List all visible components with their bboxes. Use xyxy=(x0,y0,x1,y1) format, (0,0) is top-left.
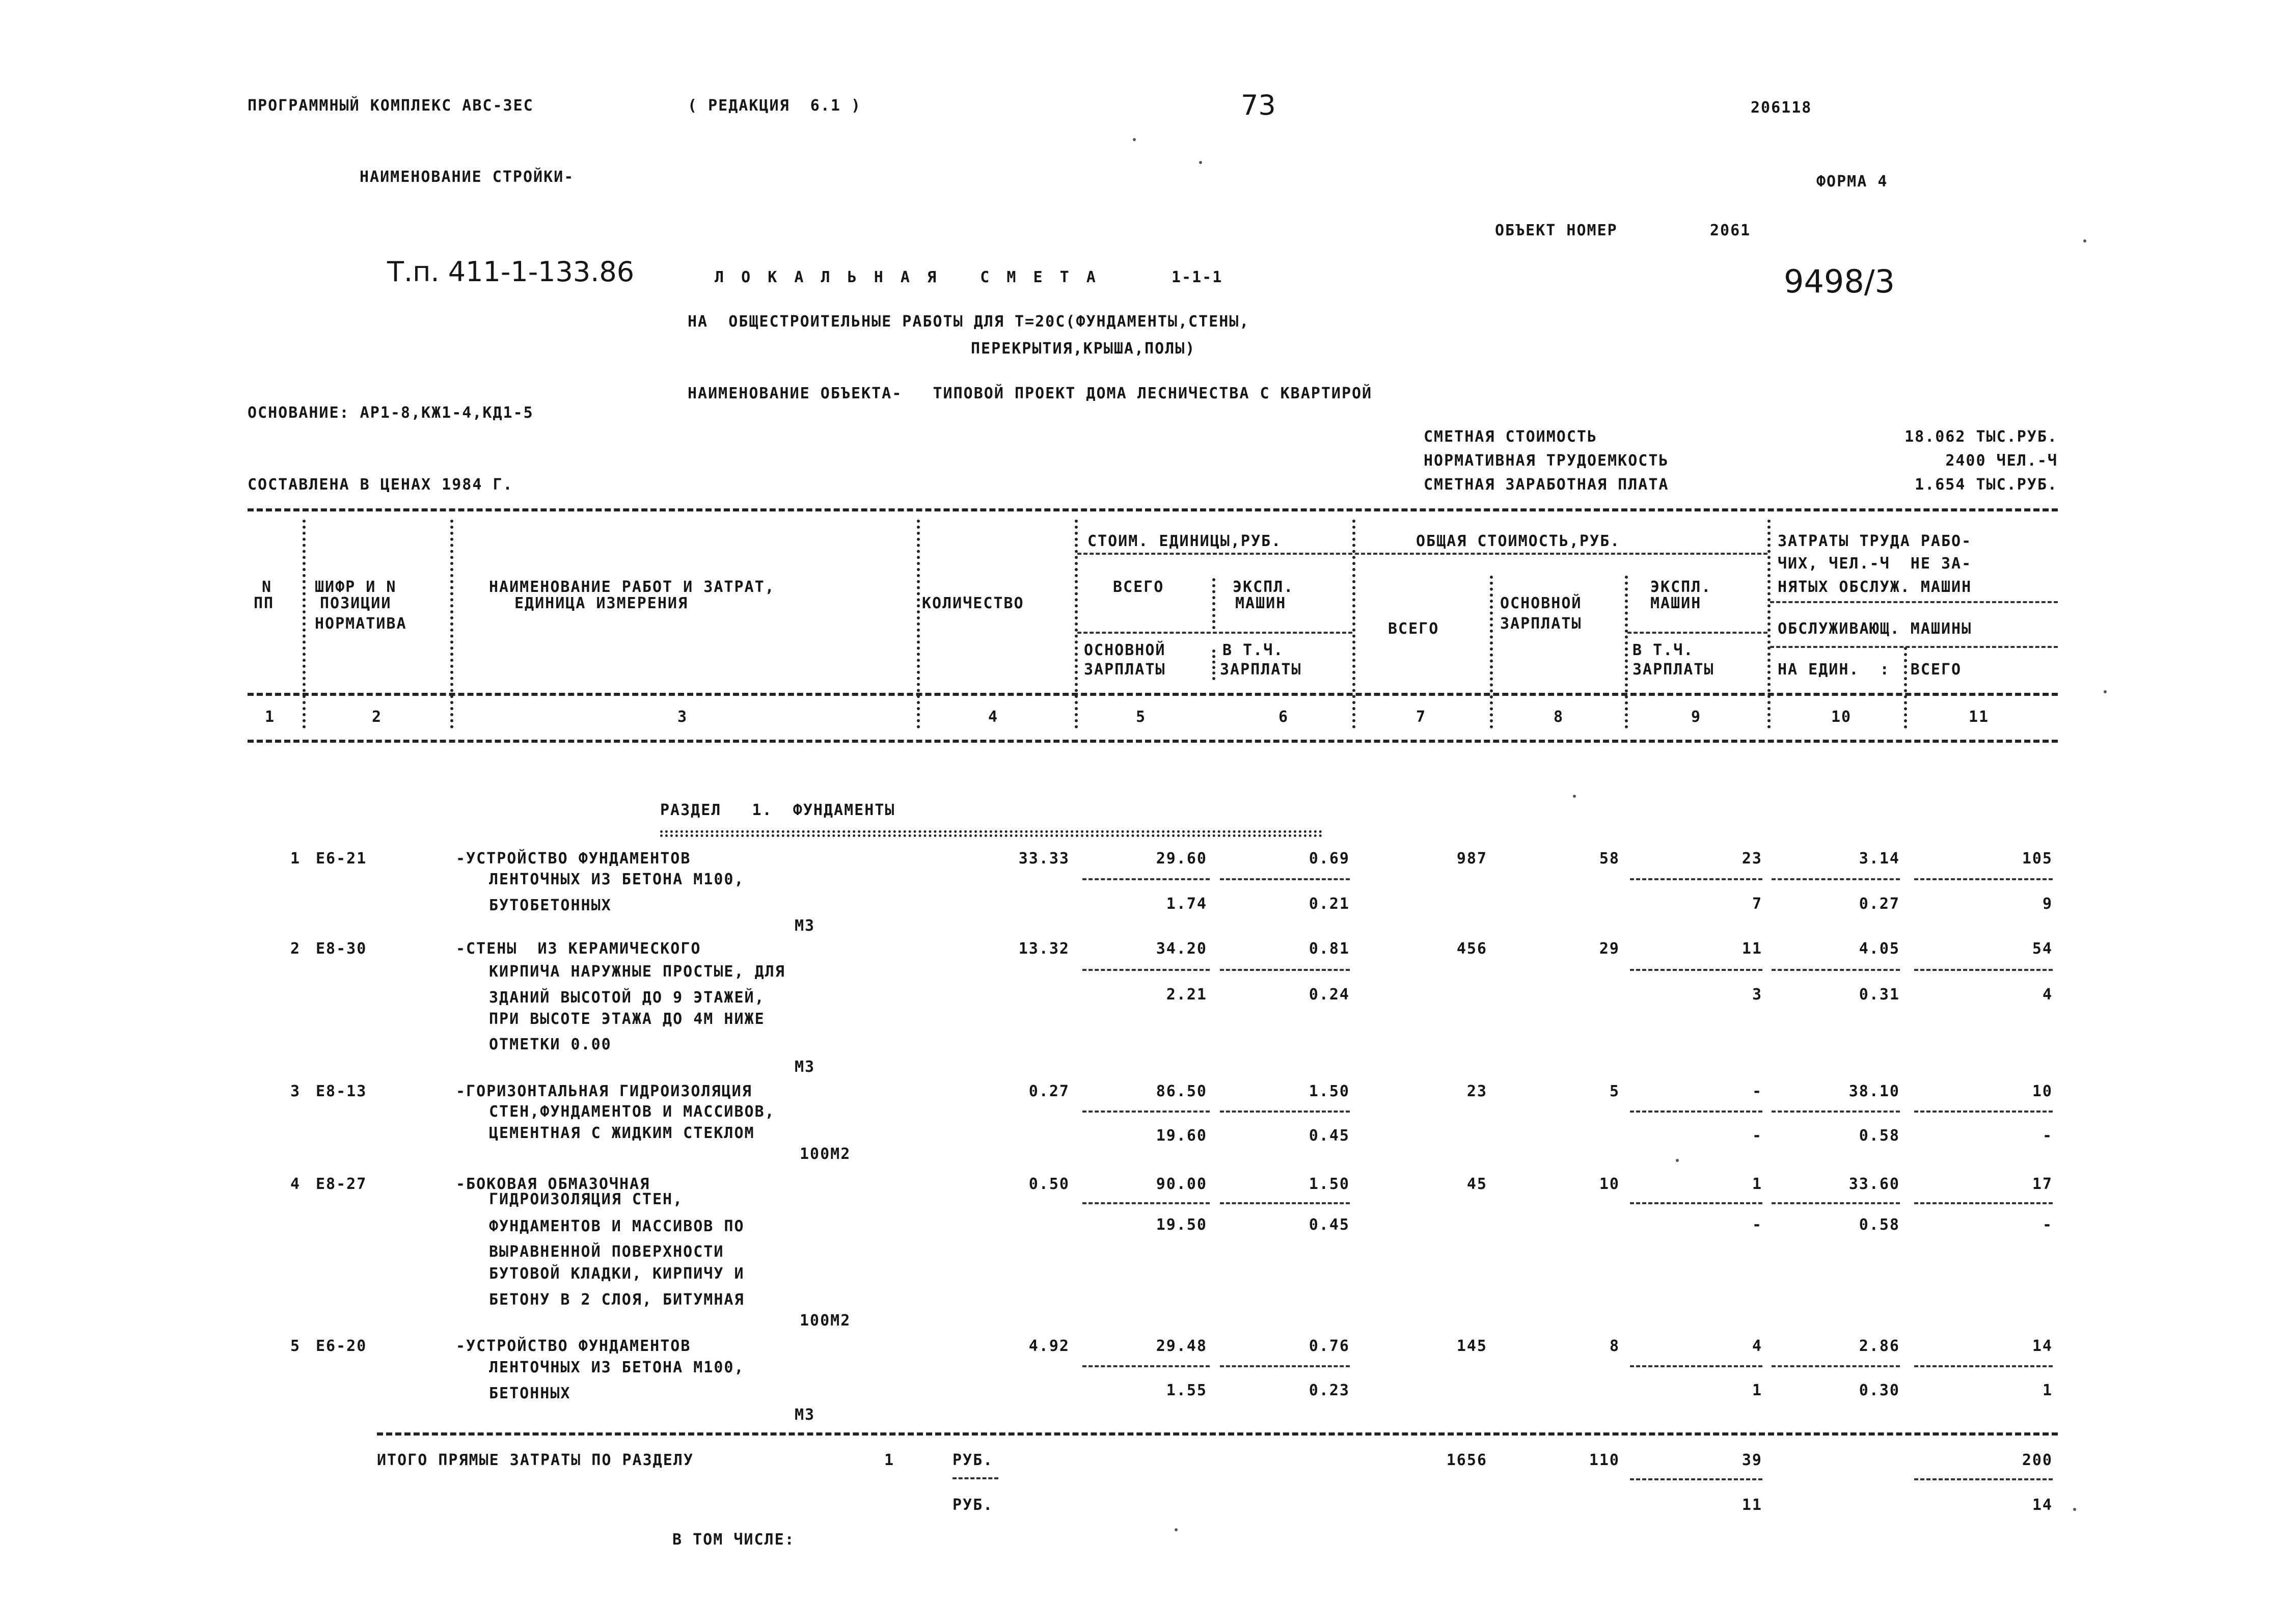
row3-c6-rule xyxy=(1220,1111,1350,1113)
row1-c11-rule xyxy=(1914,878,2053,880)
row2-c10b: 0.31 xyxy=(1859,986,1900,1004)
summary-label-1: СМЕТНАЯ СТОИМОСТЬ xyxy=(1424,428,1598,446)
row3-c9b: - xyxy=(1752,1127,1762,1145)
row2-c9a: 11 xyxy=(1741,940,1762,958)
totals-currency-2: РУБ. xyxy=(953,1496,994,1514)
totals-c9a: 39 xyxy=(1741,1451,1762,1469)
row1-c9-rule xyxy=(1630,878,1762,880)
row5-c9a: 4 xyxy=(1752,1337,1762,1355)
row3-desc-3: ЦЕМЕНТНАЯ С ЖИДКИМ СТЕКЛОМ xyxy=(489,1124,755,1142)
row2-c5b: 2.21 xyxy=(1166,986,1207,1004)
hdr-quantity: КОЛИЧЕСТВО xyxy=(922,594,1024,612)
col-sep-5b xyxy=(1212,649,1215,680)
hdr-labor-bot-1: ОБСЛУЖИВАЮЩ. МАШИНЫ xyxy=(1778,620,1972,638)
hdr-code-3: НОРМАТИВА xyxy=(315,615,407,633)
row2-c8: 29 xyxy=(1599,940,1620,958)
col-sep-3 xyxy=(917,520,920,728)
section-underline xyxy=(660,830,1322,837)
hdr-c7: ВСЕГО xyxy=(1388,620,1439,638)
row3-code: Е8-13 xyxy=(316,1082,367,1100)
row2-c11b: 4 xyxy=(2042,986,2053,1004)
form-label: ФОРМА 4 xyxy=(1816,173,1888,191)
row2-c7: 456 xyxy=(1456,940,1487,958)
subtitle-line-2: ПЕРЕКРЫТИЯ,КРЫША,ПОЛЫ) xyxy=(971,340,1196,358)
object-name: НАИМЕНОВАНИЕ ОБЪЕКТА- ТИПОВОЙ ПРОЕКТ ДОМА ЛЕСНИЧЕСТВА С КВАРТИРОЙ xyxy=(688,385,1373,402)
row3-c7: 23 xyxy=(1466,1082,1487,1100)
table-top-rule xyxy=(248,508,2058,511)
row1-c7: 987 xyxy=(1456,850,1487,868)
scan-speck xyxy=(1133,138,1136,141)
row4-c10a: 33.60 xyxy=(1848,1175,1900,1193)
row1-code: Е6-21 xyxy=(316,850,367,868)
row3-c11a: 10 xyxy=(2032,1082,2053,1100)
summary-label-3: СМЕТНАЯ ЗАРАБОТНАЯ ПЛАТА xyxy=(1424,476,1669,494)
row2-c11a: 54 xyxy=(2032,940,2053,958)
scan-speck xyxy=(1573,795,1576,798)
row5-c6b: 0.23 xyxy=(1309,1382,1350,1399)
row2-c10-rule xyxy=(1772,969,1900,971)
row3-c11-rule xyxy=(1914,1111,2053,1113)
row3-c6b: 0.45 xyxy=(1309,1127,1350,1145)
row2-n: 2 xyxy=(290,940,301,958)
totals-c9-rule xyxy=(1630,1478,1762,1480)
row1-c6b: 0.21 xyxy=(1309,895,1350,913)
row3-c5a: 86.50 xyxy=(1156,1082,1207,1100)
row5-c9-rule xyxy=(1630,1365,1762,1367)
totals-label: ИТОГО ПРЯМЫЕ ЗАТРАТЫ ПО РАЗДЕЛУ xyxy=(377,1451,694,1469)
hdr-c6-bot-2: ЗАРПЛАТЫ xyxy=(1220,661,1302,679)
hdr-labor-bot-2: НА ЕДИН. : ВСЕГО xyxy=(1778,661,1962,679)
row4-code: Е8-27 xyxy=(316,1175,367,1193)
row3-c10-rule xyxy=(1772,1111,1900,1113)
row1-c8: 58 xyxy=(1599,850,1620,868)
colnum-11: 11 xyxy=(1968,708,1990,726)
tp-handwritten: Т.п. 411-1-133.86 xyxy=(387,256,635,288)
table-header-rule xyxy=(248,693,2058,696)
row4-c6a: 1.50 xyxy=(1309,1175,1350,1193)
row2-c6b: 0.24 xyxy=(1309,986,1350,1004)
row4-qty: 0.50 xyxy=(1028,1175,1070,1193)
col-sep-4 xyxy=(1075,520,1078,728)
row3-c5-rule xyxy=(1082,1111,1210,1113)
hdr-c6-top-2: МАШИН xyxy=(1235,594,1287,612)
subtitle-line-1: НА ОБЩЕСТРОИТЕЛЬНЫЕ РАБОТЫ ДЛЯ Т=20С(ФУНДАМЕНТЫ,СТЕНЫ, xyxy=(688,313,1250,331)
row1-desc-2: ЛЕНТОЧНЫХ ИЗ БЕТОНА М100, xyxy=(489,871,745,888)
row5-code: Е6-20 xyxy=(316,1337,367,1355)
col-sep-10 xyxy=(1904,647,1907,728)
row2-code: Е8-30 xyxy=(316,940,367,958)
row1-c9a: 23 xyxy=(1741,850,1762,868)
hdr-c6-bot-1: В Т.Ч. xyxy=(1222,641,1284,659)
totals-top-rule xyxy=(377,1432,2058,1436)
row3-c5b: 19.60 xyxy=(1156,1127,1207,1145)
row4-c8: 10 xyxy=(1599,1175,1620,1193)
col-sep-8 xyxy=(1625,576,1628,728)
row3-n: 3 xyxy=(290,1082,301,1100)
row4-c11b: - xyxy=(2042,1216,2053,1234)
row5-c5-rule xyxy=(1082,1365,1210,1367)
scan-speck xyxy=(2073,1508,2076,1511)
row5-desc-3: БЕТОННЫХ xyxy=(489,1385,571,1402)
colnum-1: 1 xyxy=(264,708,276,726)
hdr-c5-bot-1: ОСНОВНОЙ xyxy=(1084,641,1166,659)
col-sep-2 xyxy=(450,520,453,728)
row1-desc-3: БУТОБЕТОННЫХ xyxy=(489,897,612,914)
row5-desc-2: ЛЕНТОЧНЫХ ИЗ БЕТОНА М100, xyxy=(489,1359,745,1376)
row4-c7: 45 xyxy=(1466,1175,1487,1193)
basis: ОСНОВАНИЕ: АР1-8,КЖ1-4,КД1-5 xyxy=(248,404,534,422)
unit-cost-rule xyxy=(1077,553,1352,555)
row5-n: 5 xyxy=(290,1337,301,1355)
program-edition: ( РЕДАКЦИЯ 6.1 ) xyxy=(688,97,862,115)
summary-label-2: НОРМАТИВНАЯ ТРУДОЕМКОСТЬ xyxy=(1424,452,1669,470)
row1-c5-rule xyxy=(1082,878,1210,880)
totals-c11a: 200 xyxy=(2022,1451,2053,1469)
totals-section-no: 1 xyxy=(884,1451,895,1469)
hdr-c6-top-1: ЭКСПЛ. xyxy=(1233,578,1294,596)
row3-c9a: - xyxy=(1752,1082,1762,1100)
row3-c11b: - xyxy=(2042,1127,2053,1145)
hdr-c8-2: ЗАРПЛАТЫ xyxy=(1500,615,1582,633)
col-sep-9 xyxy=(1767,520,1771,728)
row1-c5b: 1.74 xyxy=(1166,895,1207,913)
scan-speck xyxy=(2104,690,2107,693)
row4-c9a: 1 xyxy=(1752,1175,1762,1193)
row2-desc-5: ОТМЕТКИ 0.00 xyxy=(489,1036,612,1053)
col-sep-5 xyxy=(1212,578,1215,629)
row5-c5a: 29.48 xyxy=(1156,1337,1207,1355)
summary-value-1: 18.062 ТЫС.РУБ. xyxy=(1904,428,2058,446)
col-sep-6 xyxy=(1352,520,1355,728)
row4-desc-5: БУТОВОЙ КЛАДКИ, КИРПИЧУ И xyxy=(489,1265,745,1283)
row2-qty: 13.32 xyxy=(1018,940,1070,958)
hdr-c5-top: ВСЕГО xyxy=(1113,578,1164,596)
colnum-4: 4 xyxy=(988,708,999,726)
row5-c11b: 1 xyxy=(2042,1382,2053,1399)
row1-c9b: 7 xyxy=(1752,895,1762,913)
row5-qty: 4.92 xyxy=(1028,1337,1070,1355)
row4-n: 4 xyxy=(290,1175,301,1193)
row5-c9b: 1 xyxy=(1752,1382,1762,1399)
row1-c6a: 0.69 xyxy=(1309,850,1350,868)
labor-rule-1 xyxy=(1770,601,2058,603)
totals-c9b: 11 xyxy=(1741,1496,1762,1514)
totals-c7: 1656 xyxy=(1446,1451,1487,1469)
hdr-labor-1: ЗАТРАТЫ ТРУДА РАБО- xyxy=(1778,532,1972,550)
row1-c6-rule xyxy=(1220,878,1350,880)
estimate-number: 1-1-1 xyxy=(1172,268,1223,286)
row3-unit: 100М2 xyxy=(800,1145,851,1163)
row3-desc-1: -ГОРИЗОНТАЛЬНАЯ ГИДРОИЗОЛЯЦИЯ xyxy=(456,1082,752,1100)
row5-c6-rule xyxy=(1220,1365,1350,1367)
program-name: ПРОГРАММНЫЙ КОМПЛЕКС АВС-3ЕС xyxy=(248,97,534,115)
estimate-title: Л О К А Л Ь Н А Я С М Е Т А xyxy=(715,268,1100,286)
row3-desc-2: СТЕН,ФУНДАМЕНТОВ И МАССИВОВ, xyxy=(489,1103,775,1121)
hdr-unit-cost: СТОИМ. ЕДИНИЦЫ,РУБ. xyxy=(1087,532,1282,550)
scan-speck xyxy=(1676,1159,1679,1162)
row1-c11a: 105 xyxy=(2022,850,2053,868)
row4-desc-6: БЕТОНУ В 2 СЛОЯ, БИТУМНАЯ xyxy=(489,1291,745,1309)
row4-c10-rule xyxy=(1772,1202,1900,1204)
row5-c10-rule xyxy=(1772,1365,1900,1367)
row4-c6b: 0.45 xyxy=(1309,1216,1350,1234)
row1-c10-rule xyxy=(1772,878,1900,880)
row1-c11b: 9 xyxy=(2042,895,2053,913)
row2-desc-4: ПРИ ВЫСОТЕ ЭТАЖА ДО 4М НИЖЕ xyxy=(489,1010,765,1028)
colnum-10: 10 xyxy=(1831,708,1852,726)
object-number: 2061 xyxy=(1710,222,1751,239)
row4-c5b: 19.50 xyxy=(1156,1216,1207,1234)
hdr-labor-2: ЧИХ, ЧЕЛ.-Ч НЕ ЗА- xyxy=(1778,555,1972,573)
colnum-5: 5 xyxy=(1135,708,1147,726)
unit-cost-mid-rule xyxy=(1077,632,1352,634)
row1-qty: 33.33 xyxy=(1018,850,1070,868)
row3-c6a: 1.50 xyxy=(1309,1082,1350,1100)
row1-n: 1 xyxy=(290,850,301,868)
row5-c11-rule xyxy=(1914,1365,2053,1367)
hdr-code-1: ШИФР И N xyxy=(315,578,397,596)
row4-c9b: - xyxy=(1752,1216,1762,1234)
row4-c10b: 0.58 xyxy=(1859,1216,1900,1234)
row-name-label: НАИМЕНОВАНИЕ СТРОЙКИ- xyxy=(360,168,575,186)
hdr-n: N xyxy=(262,578,273,596)
table-colnum-rule xyxy=(248,740,2058,743)
row4-c9-rule xyxy=(1630,1202,1762,1204)
row1-c10a: 3.14 xyxy=(1859,850,1900,868)
row2-c5a: 34.20 xyxy=(1156,940,1207,958)
row4-desc-1: -БОКОВАЯ ОБМАЗОЧНАЯ xyxy=(456,1175,650,1193)
colnum-7: 7 xyxy=(1416,708,1427,726)
scan-speck xyxy=(1175,1528,1178,1531)
hdr-total-cost: ОБЩАЯ СТОИМОСТЬ,РУБ. xyxy=(1416,532,1621,550)
hdr-c5-bot-2: ЗАРПЛАТЫ xyxy=(1084,661,1166,679)
labor-rule-2 xyxy=(1770,646,2058,648)
col-sep-1 xyxy=(303,520,306,728)
colnum-8: 8 xyxy=(1553,708,1564,726)
hdr-work-1: НАИМЕНОВАНИЕ РАБОТ И ЗАТРАТ, xyxy=(489,578,775,596)
row2-c9b: 3 xyxy=(1752,986,1762,1004)
row5-c6a: 0.76 xyxy=(1309,1337,1350,1355)
sheet-handwritten: 9498/3 xyxy=(1784,263,1895,300)
row2-unit: М3 xyxy=(795,1058,815,1076)
row1-unit: М3 xyxy=(795,917,815,935)
row5-unit: М3 xyxy=(795,1406,815,1424)
colnum-6: 6 xyxy=(1278,708,1289,726)
colnum-3: 3 xyxy=(677,708,688,726)
row2-desc-3: ЗДАНИЙ ВЫСОТОЙ ДО 9 ЭТАЖЕЙ, xyxy=(489,989,765,1007)
prices-basis: СОСТАВЛЕНА В ЦЕНАХ 1984 Г. xyxy=(248,476,513,494)
totals-c11-rule xyxy=(1914,1478,2053,1480)
row3-qty: 0.27 xyxy=(1028,1082,1070,1100)
totals-c11b: 14 xyxy=(2032,1496,2053,1514)
row5-c10b: 0.30 xyxy=(1859,1382,1900,1399)
row4-desc-3: ФУНДАМЕНТОВ И МАССИВОВ ПО xyxy=(489,1217,745,1235)
hdr-c9-top-1: ЭКСПЛ. xyxy=(1650,578,1712,596)
scan-speck xyxy=(1199,161,1202,164)
row5-c10a: 2.86 xyxy=(1859,1337,1900,1355)
row3-c9-rule xyxy=(1630,1111,1762,1113)
row2-desc-2: КИРПИЧА НАРУЖНЫЕ ПРОСТЫЕ, ДЛЯ xyxy=(489,963,785,981)
row4-desc-2: ГИДРОИЗОЛЯЦИЯ СТЕН, xyxy=(489,1190,684,1208)
row4-c5a: 90.00 xyxy=(1156,1175,1207,1193)
col-sep-7 xyxy=(1490,576,1493,728)
hdr-c8-1: ОСНОВНОЙ xyxy=(1500,594,1582,612)
summary-value-3: 1.654 ТЫС.РУБ. xyxy=(1915,476,2058,494)
row5-desc-1: -УСТРОЙСТВО ФУНДАМЕНТОВ xyxy=(456,1337,691,1355)
doc-code: 206118 xyxy=(1751,99,1812,117)
total-cost-rule xyxy=(1355,553,1767,555)
hdr-c9-bot-1: В Т.Ч. xyxy=(1632,641,1694,659)
row4-unit: 100М2 xyxy=(800,1312,851,1330)
including-label: В ТОМ ЧИСЛЕ: xyxy=(672,1531,795,1549)
colnum-9: 9 xyxy=(1691,708,1702,726)
hdr-c9-top-2: МАШИН xyxy=(1650,594,1702,612)
row4-c5-rule xyxy=(1082,1202,1210,1204)
row5-c11a: 14 xyxy=(2032,1337,2053,1355)
row5-c7: 145 xyxy=(1456,1337,1487,1355)
hdr-c9-bot-2: ЗАРПЛАТЫ xyxy=(1632,661,1715,679)
row4-c6-rule xyxy=(1220,1202,1350,1204)
row2-c10a: 4.05 xyxy=(1859,940,1900,958)
row1-c5a: 29.60 xyxy=(1156,850,1207,868)
hdr-labor-3: НЯТЫХ ОБСЛУЖ. МАШИН xyxy=(1778,578,1972,596)
row3-c10b: 0.58 xyxy=(1859,1127,1900,1145)
row5-c5b: 1.55 xyxy=(1166,1382,1207,1399)
row2-c6a: 0.81 xyxy=(1309,940,1350,958)
row2-desc-1: -СТЕНЫ ИЗ КЕРАМИЧЕСКОГО xyxy=(456,940,701,958)
section-title: РАЗДЕЛ 1. ФУНДАМЕНТЫ xyxy=(660,801,895,819)
page-number: 73 xyxy=(1241,89,1276,121)
col9-mid-rule xyxy=(1627,632,1767,634)
row2-c9-rule xyxy=(1630,969,1762,971)
totals-currency-rule xyxy=(953,1477,998,1479)
row2-c11-rule xyxy=(1914,969,2053,971)
summary-value-2: 2400 ЧЕЛ.-Ч xyxy=(1945,452,2058,470)
row2-c6-rule xyxy=(1220,969,1350,971)
scan-speck xyxy=(2083,239,2086,242)
totals-currency-1: РУБ. xyxy=(953,1451,994,1469)
row1-c10b: 0.27 xyxy=(1859,895,1900,913)
colnum-2: 2 xyxy=(371,708,383,726)
row2-c5-rule xyxy=(1082,969,1210,971)
hdr-pp: ПП xyxy=(254,594,275,612)
row4-c11a: 17 xyxy=(2032,1175,2053,1193)
row4-c11-rule xyxy=(1914,1202,2053,1204)
row3-c10a: 38.10 xyxy=(1848,1082,1900,1100)
row5-c8: 8 xyxy=(1609,1337,1620,1355)
object-number-label: ОБЪЕКТ НОМЕР xyxy=(1495,222,1618,239)
totals-c8: 110 xyxy=(1589,1451,1620,1469)
row3-c8: 5 xyxy=(1609,1082,1620,1100)
row1-desc-1: -УСТРОЙСТВО ФУНДАМЕНТОВ xyxy=(456,850,691,868)
row4-desc-4: ВЫРАВНЕННОЙ ПОВЕРХНОСТИ xyxy=(489,1243,724,1261)
hdr-code-2: ПОЗИЦИИ xyxy=(320,594,392,612)
hdr-work-2: ЕДИНИЦА ИЗМЕРЕНИЯ xyxy=(514,594,689,612)
